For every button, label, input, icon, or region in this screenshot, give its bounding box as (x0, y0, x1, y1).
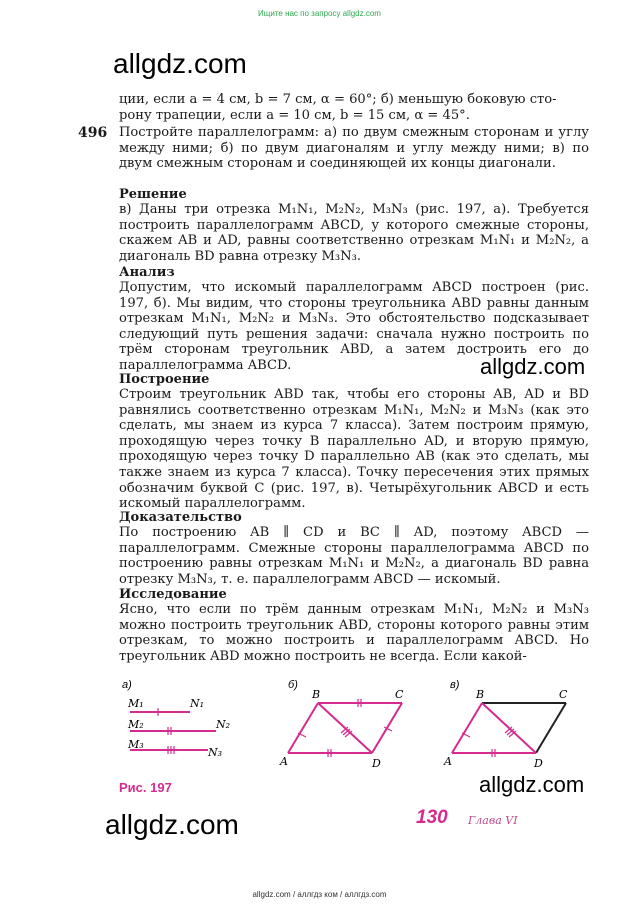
vertex-d: D (534, 757, 543, 770)
section-text: Допустим, что искомый параллелограмм ABCD построен (рис. 197, б). Мы видим, что стороны треугольника ABD равны данным отрезкам M₁N₁, M₂N₂ и M₃N₃. Это обстоятельство подсказывает следующий путь решения задачи: сначала нужно построить по трём сторонам треугольник ABD, а затем достроить его до параллелограмма ABCD. (119, 280, 589, 373)
panel-label-a: а) (122, 679, 132, 691)
vertex-c: C (559, 688, 568, 701)
parallelogram-b (279, 688, 404, 770)
section-heading: Построение (119, 372, 210, 387)
vertex-d: D (372, 757, 381, 770)
side-ab (452, 703, 482, 753)
segments-panel (127, 697, 230, 759)
section-text: в) Даны три отрезка M₁N₁, M₂N₂, M₃N₃ (рис. 197, а). Требуется построить параллелограмм ABCD, у которого смежные стороны, скажем AB и AD, равны соответственно отрезкам M₁N₁ и M₂N₂, а диагональ BD равна отрезку M₃N₃. (119, 202, 589, 264)
section-text: По построению AB ∥ CD и BC ∥ AD, поэтому ABCD — параллелограмм. Смежные стороны параллелограмма ABCD по построению равны отрезкам M₁N₁ и M₂N₂, а диагональ BD равна отрезку M₃N₃, т. е. параллелограмм ABCD — искомый. (119, 525, 589, 587)
intro-text (119, 92, 589, 123)
section-heading: Анализ (119, 265, 175, 280)
problem-statement: Постройте параллелограмм: а) по двум смежным сторонам и углу между ними; б) по двум диагоналям и углу между ними; в) по двум смежным сторонам и соединяющей их концы диагонали. (119, 125, 589, 172)
page-number: 130 (416, 807, 448, 828)
section-construction (119, 372, 589, 512)
top-banner: Ищите нас по запросу allgdz.com (258, 9, 381, 18)
section-text: Строим треугольник ABD так, чтобы его стороны AB, AD и BD равнялись соответственно отрезкам M₁N₁, M₂N₂ и M₃N₃ (как это сделать, мы знаем из курса 7 класса). Затем построим прямую, проходящую через точку B параллельно AD, и вторую прямую, проходящую через точку D параллельно AB (как это сделать, мы также знаем из курса 7 класса). Точку пересечения этих прямых обозначим буквой C (рис. 197, в). Четырёхугольник ABCD и есть искомый параллелограмм. (119, 387, 589, 512)
intro-line: рону трапеции, если a = 10 см, b = 15 см, α = 45°. (119, 107, 470, 123)
intro-line: ции, если a = 4 см, b = 7 см, α = 60°; б) меньшую боковую сто- (119, 92, 557, 107)
section-analysis (119, 265, 589, 374)
panel-label-c: в) (450, 679, 460, 691)
figure-caption: Рис. 197 (119, 780, 172, 795)
vertex-a: A (444, 755, 452, 768)
chapter-label: Глава VI (468, 814, 518, 827)
vertex-c: C (395, 688, 404, 701)
figure-197 (110, 676, 610, 786)
panel-label-b: б) (288, 679, 298, 691)
section-heading: Решение (119, 187, 187, 202)
diagonal-bd (318, 703, 372, 753)
label-n1: N₁ (190, 697, 205, 710)
watermark: allgdz.com (105, 809, 239, 840)
parallelogram-c (443, 688, 568, 770)
vertex-b: B (476, 688, 485, 701)
side-cd (536, 703, 566, 753)
side-ab (288, 703, 318, 753)
watermark: allgdz.com (480, 354, 586, 379)
watermark: allgdz.com (479, 772, 585, 797)
section-heading: Исследование (119, 587, 227, 602)
label-m1: M₁ (128, 697, 144, 710)
diagonal-bd (482, 703, 536, 753)
section-proof (119, 510, 589, 587)
section-solution (119, 187, 589, 264)
problem-number: 496 (78, 125, 108, 141)
label-n3: N₃ (208, 746, 223, 759)
vertex-a: A (280, 755, 288, 768)
label-m3: M₃ (128, 738, 144, 751)
vertex-b: B (312, 688, 321, 701)
section-investigation (119, 587, 589, 664)
section-heading: Доказательство (119, 510, 242, 525)
footer-links: allgdz.com / аллгдз ком / аллгдз.com (252, 890, 387, 899)
watermark: allgdz.com (113, 48, 247, 79)
label-n2: N₂ (216, 718, 231, 731)
section-text: Ясно, что если по трём данным отрезкам M₁N₁, M₂N₂ и M₃N₃ можно построить треугольник ABD, стороны которого равны этим отрезкам, то можно построить и параллелограмм ABCD. Но треугольник ABD можно построить не всегда. Если какой- (119, 602, 589, 664)
label-m2: M₂ (128, 718, 144, 731)
